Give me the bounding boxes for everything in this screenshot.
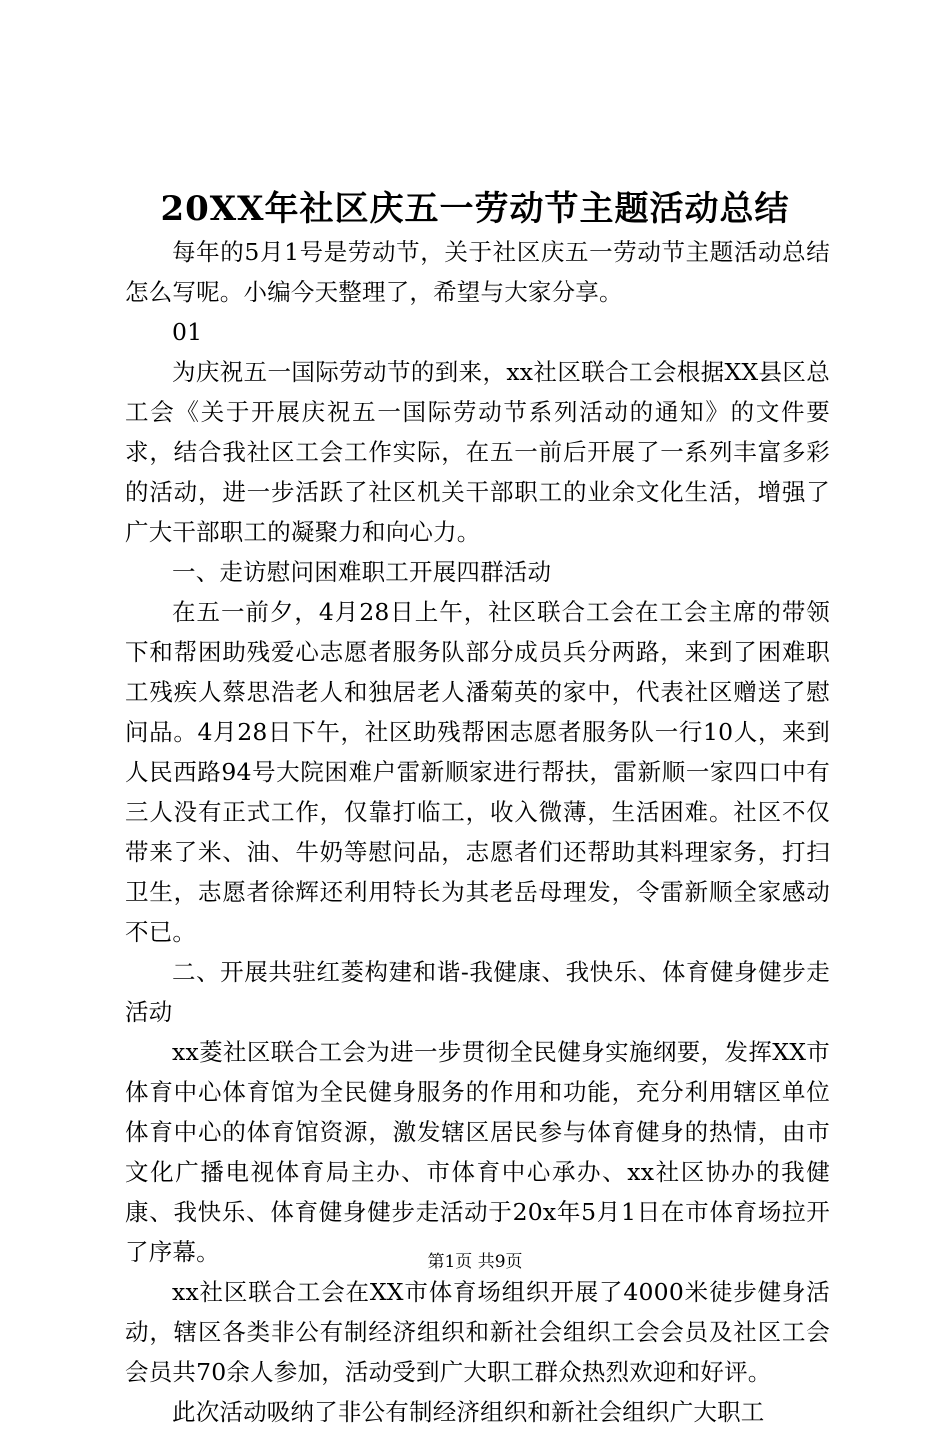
paragraph-section-number: 01 xyxy=(172,318,203,346)
paragraph-summary: 此次活动吸纳了非公有制经济组织和新社会组织广大职工 xyxy=(172,1398,765,1426)
section-heading-1: 一、走访慰问困难职工开展四群活动 xyxy=(172,558,552,586)
section-heading-2: 二、开展共驻红菱构建和谐-我健康、我快乐、体育健身健步走活动 xyxy=(125,958,830,1026)
paragraph-visit: 在五一前夕，4月28日上午，社区联合工会在工会主席的带领下和帮困助残爱心志愿者服务队部分成员兵分两路，来到了困难职工残疾人蔡思浩老人和独居老人潘菊英的家中，代表社区赠送了慰问品。4月28日下午，社区助残帮困志愿者服务队一行10人，来到人民西路94号大院困难户雷新顺家进行帮扶，雷新顺一家四口中有三人没有正式工作，仅靠打临工，收入微薄，生活困难。社区不仅带来了米、油、牛奶等慰问品，志愿者们还帮助其料理家务，打扫卫生，志愿者徐辉还利用特长为其老岳母理发，令雷新顺全家感动不已。 xyxy=(125,598,830,946)
paragraph-intro: 每年的5月1号是劳动节，关于社区庆五一劳动节主题活动总结怎么写呢。小编今天整理了，希望与大家分享。 xyxy=(125,238,830,306)
document-title: 20XX年社区庆五一劳动节主题活动总结 xyxy=(160,189,790,229)
paragraph-walk: xx社区联合工会在XX市体育场组织开展了4000米徒步健身活动，辖区各类非公有制经济组织和新社会组织工会会员及社区工会会员共70余人参加，活动受到广大职工群众热烈欢迎和好评。 xyxy=(125,1278,830,1386)
paragraph-background: 为庆祝五一国际劳动节的到来，xx社区联合工会根据XX县区总工会《关于开展庆祝五一国际劳动节系列活动的通知》的文件要求，结合我社区工会工作实际，在五一前后开展了一系列丰富多彩的活动，进一步活跃了社区机关干部职工的业余文化生活，增强了广大干部职工的凝聚力和向心力。 xyxy=(125,358,830,546)
paragraph-fitness: xx菱社区联合工会为进一步贯彻全民健身实施纲要，发挥XX市体育中心体育馆为全民健身服务的作用和功能，充分利用辖区单位体育中心的体育馆资源，激发辖区居民参与体育健身的热情，由市文化广播电视体育局主办、市体育中心承办、xx社区协办的我健康、我快乐、体育健身健步走活动于20x年5月1日在市体育场拉开了序幕。 xyxy=(125,1038,830,1266)
page-footer: 第1页 共9页 xyxy=(427,1252,523,1272)
